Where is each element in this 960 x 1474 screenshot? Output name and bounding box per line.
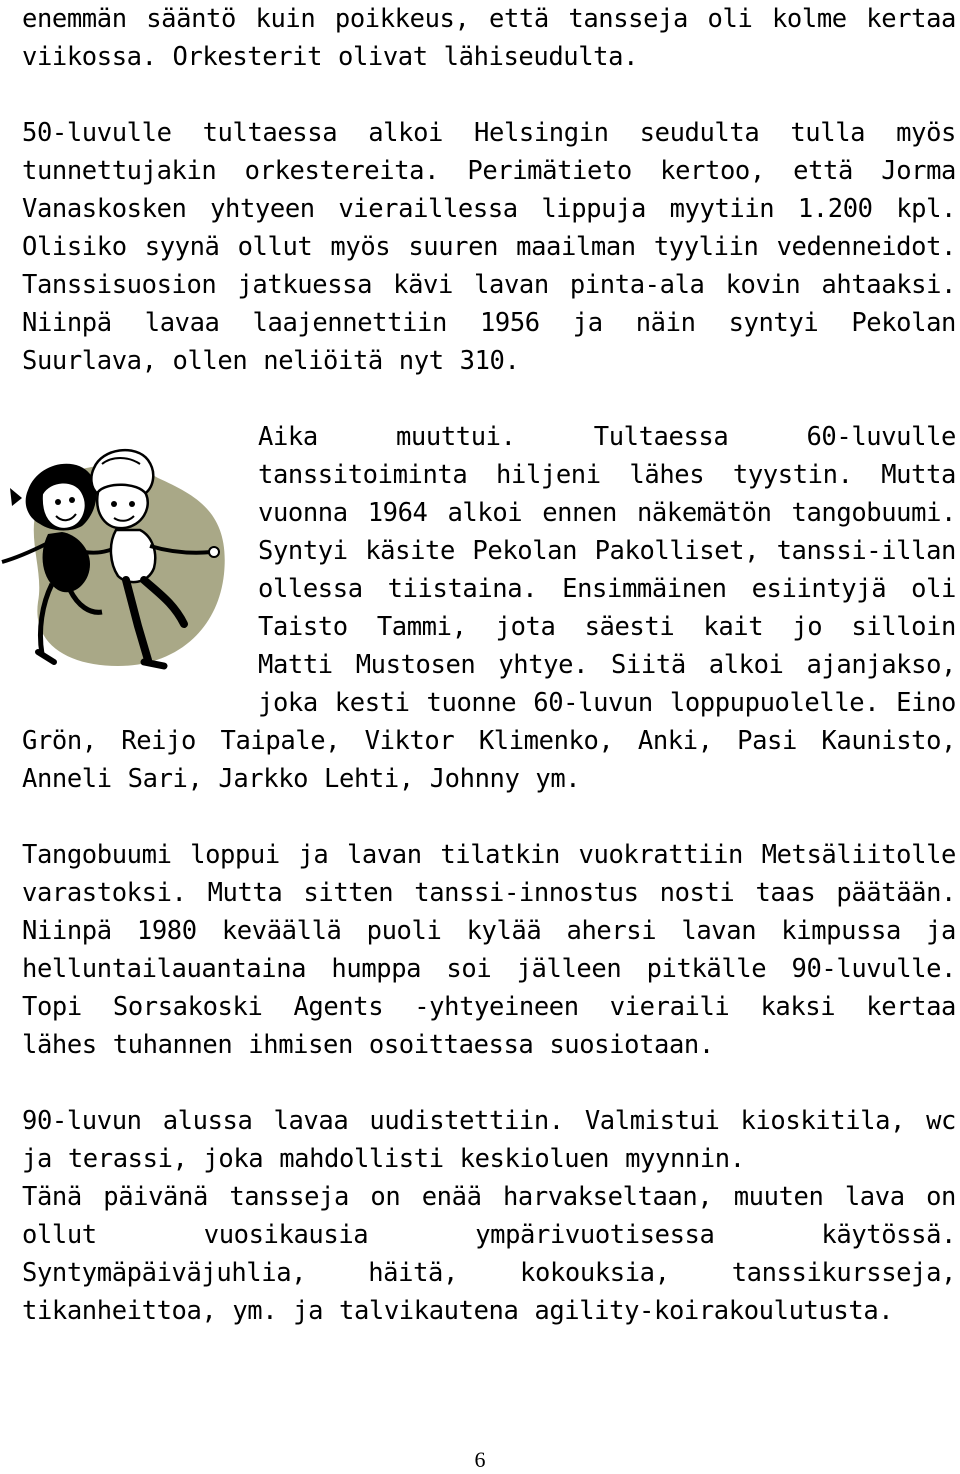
paragraph-1: enemmän sääntö kuin poikkeus, että tansseja oli kolme kertaa viikossa. Orkesterit olivat lähiseudulta. bbox=[22, 4, 956, 72]
dancing-couple-clipart-icon bbox=[0, 434, 236, 680]
paragraph-6: Tänä päivänä tansseja on enää harvakseltaan, muuten lava on ollut vuosikausia ympärivuotisessa käytössä. Syntymäpäiväjuhlia, häitä, kokouksia, tanssikursseja, tikanheittoa, ym. ja talvikautena agility-koirakoulutusta. bbox=[22, 1182, 956, 1326]
page-number: 6 bbox=[474, 1447, 486, 1472]
paragraph-5: 90-luvun alussa lavaa uudistettiin. Valmistui kioskitila, wc ja terassi, joka mahdollisti keskioluen myynnin. bbox=[22, 1106, 956, 1174]
paragraph-3: Aika muuttui. Tultaessa 60-luvulle tanssitoiminta hiljeni lähes tyystin. Mutta vuonna 1964 alkoi ennen näkemätön tangobuumi. Syntyi käsite Pekolan Pakolliset, tanssi-illan ollessa tiistaina. Ensimmäinen esiintyjä oli Taisto Tammi, jota säesti kait jo silloin Matti Mustosen yhtye. Siitä alkoi ajanjakso, joka kesti tuonne 60-luvun loppupuolelle. Eino Grön, Reijo Taipale, Viktor Klimenko, Anki, Pasi Kaunisto, Anneli Sari, Jarkko Lehti, Johnny ym. bbox=[22, 422, 956, 794]
illustration-area bbox=[22, 418, 258, 722]
body-text bbox=[22, 0, 956, 1330]
paragraph-2: 50-luvulle tultaessa alkoi Helsingin seudulta tulla myös tunnettujakin orkestereita. Perimätieto kertoo, että Jorma Vanaskosken yhtyeen vieraillessa lippuja myytiin 1.200 kpl. Olisiko syynä ollut myös suuren maailman tyyliin vedenneidot. Tanssisuosion jatkuessa kävi lavan pinta-ala kovin ahtaaksi. Niinpä lavaa laajennettiin 1956 ja näin syntyi Pekolan Suurlava, ollen neliöitä nyt 310. bbox=[22, 118, 956, 376]
paragraph-4: Tangobuumi loppui ja lavan tilatkin vuokrattiin Metsäliitolle varastoksi. Mutta sitten tanssi-innostus nosti taas päätään. Niinpä 1980 keväällä puoli kylää ahersi lavan kimpussa ja helluntailauantaina humppa soi jälleen pitkälle 90-luvulle. Topi Sorsakoski Agents -yhtyeineen vieraili kaksi kertaa lähes tuhannen ihmisen osoittaessa suosiotaan. bbox=[22, 840, 956, 1060]
